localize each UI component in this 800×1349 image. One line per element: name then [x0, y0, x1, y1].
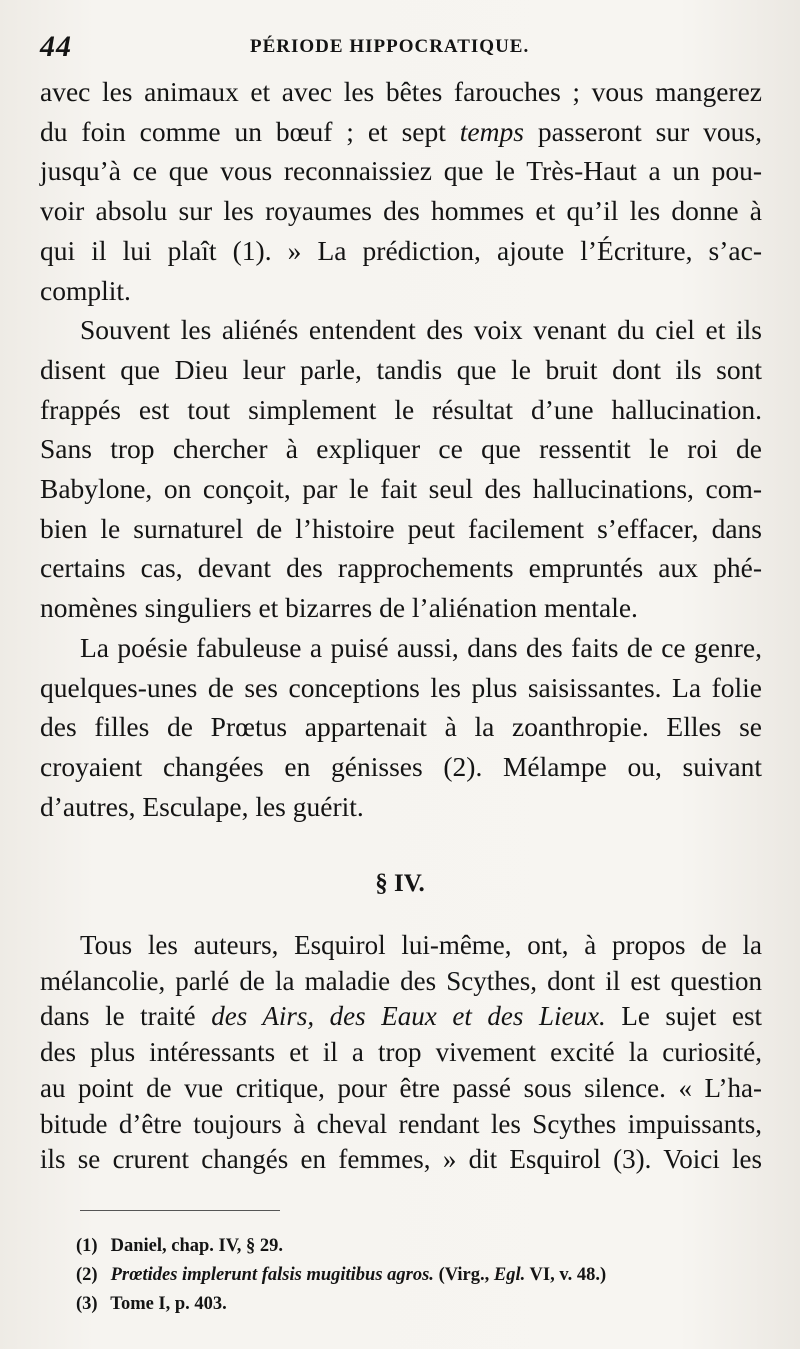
text-line: mélancolie, parlé de la maladie des Scythes, dont il est question — [40, 965, 762, 996]
italic-title: des Airs, des Eaux et des Lieux. — [211, 1001, 606, 1032]
footnote-text: (Virg., — [438, 1265, 494, 1285]
footnote — [76, 1290, 756, 1319]
text-line: ils se crurent changés en femmes, » dit Esquirol (3). Voici les — [40, 1144, 762, 1175]
main-text — [40, 72, 762, 826]
paragraph-4 — [40, 928, 762, 1178]
text-line: Sans trop chercher à expliquer ce que ressentit le roi de — [40, 433, 762, 465]
text-line: complit. — [40, 274, 131, 306]
section-heading: § IV. — [375, 870, 425, 897]
text-line: Souvent les aliénés entendent des voix venant du ciel et ils — [80, 314, 762, 346]
text-span: du foin comme un bœuf ; et sept — [40, 115, 446, 147]
footnote-number: (2) — [76, 1265, 98, 1285]
footnote-text: VI, v. 48.) — [525, 1265, 607, 1285]
footnote-text: Tome I, p. 403. — [110, 1294, 227, 1314]
text-line: au point de vue critique, pour être passé sous silence. « L’ha- — [40, 1072, 762, 1103]
text-line — [40, 112, 762, 152]
footnote-rule — [80, 1210, 280, 1211]
text-line: disent que Dieu leur parle, tandis que le bruit dont ils sont — [40, 353, 762, 385]
footnote-italic: Egl. — [493, 1265, 526, 1285]
italic-word: temps — [459, 115, 524, 147]
footnote-number: (1) — [76, 1236, 98, 1256]
text-line: quelques-unes de ses conceptions les plus saisissantes. La folie — [40, 671, 762, 703]
footnote-quote: Prœtides implerunt falsis mugitibus agros. — [110, 1265, 434, 1285]
text-line: Babylone, on conçoit, par le fait seul des hallucinations, com- — [40, 473, 762, 505]
page-header — [40, 30, 760, 70]
text-line: Tous les auteurs, Esquirol lui-même, ont, à propos de la — [80, 930, 762, 960]
paragraph-2 — [40, 310, 762, 628]
text-span: dans le traité — [40, 1001, 196, 1032]
page-number: 44 — [40, 30, 72, 63]
text-line: voir absolu sur les royaumes des hommes et qu’il les donne à — [40, 195, 762, 227]
footnote — [76, 1261, 756, 1290]
text-line: bien le surnaturel de l’histoire peut facilement s’effacer, dans — [40, 512, 762, 544]
footnotes — [76, 1232, 756, 1319]
text-line: La poésie fabuleuse a puisé aussi, dans des faits de ce genre, — [80, 631, 762, 663]
text-span: Le sujet est — [621, 1001, 762, 1032]
running-head: PÉRIODE HIPPOCRATIQUE. — [250, 36, 530, 57]
text-line: jusqu’à ce que vous reconnaissiez que le Très-Haut a un pou- — [40, 155, 762, 187]
footnote — [76, 1232, 756, 1261]
text-line: qui il lui plaît (1). » La prédiction, ajoute l’Écriture, s’ac- — [40, 234, 762, 266]
text-line — [40, 999, 762, 1035]
text-line: des filles de Prœtus appartenait à la zoanthropie. Elles se — [40, 711, 762, 743]
text-line: certains cas, devant des rapprochements empruntés aux phé- — [40, 552, 762, 584]
text-line: d’autres, Esculape, les guérit. — [40, 790, 364, 822]
text-line: croyaient changées en génisses (2). Mélampe ou, suivant — [40, 750, 762, 782]
text-line: bitude d’être toujours à cheval rendant les Scythes impuissants, — [40, 1108, 762, 1139]
footnote-text: Daniel, chap. IV, § 29. — [110, 1236, 283, 1256]
text-line: avec les animaux et avec les bêtes farouches ; vous mangerez — [40, 76, 762, 107]
text-line: nomènes singuliers et bizarres de l’aliénation mentale. — [40, 592, 638, 624]
text-line: frappés est tout simplement le résultat d’une hallucination. — [40, 393, 762, 425]
text-line: des plus intéressants et il a trop vivement excité la curiosité, — [40, 1037, 762, 1068]
paragraph-1 — [40, 72, 762, 310]
footnote-number: (3) — [76, 1294, 98, 1314]
text-span: passeront sur vous, — [537, 115, 762, 147]
paragraph-3 — [40, 628, 762, 827]
